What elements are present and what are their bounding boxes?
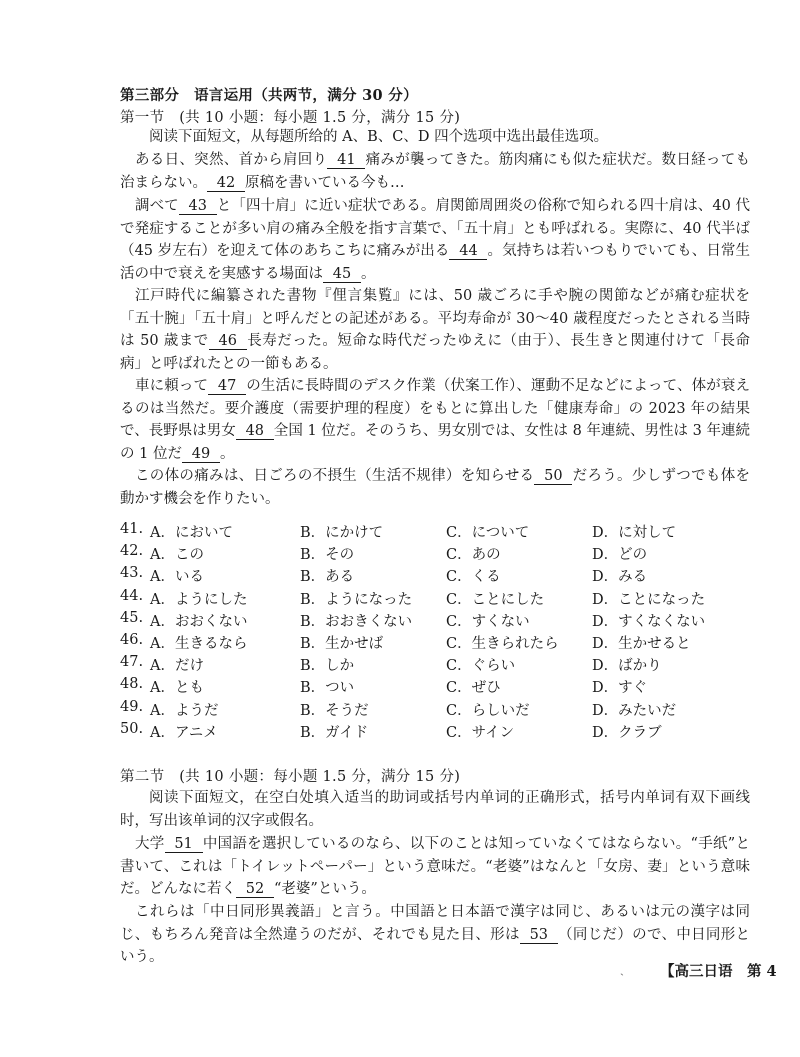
page-footer: 【高三日语 第 4: [660, 963, 777, 980]
blank-48: 48: [236, 423, 274, 440]
section1-instruction: 阅读下面短文，从每题所给的 A、B、C、D 四个选项中选出最佳选项。: [149, 129, 609, 145]
option-a[interactable]: A．とも: [150, 680, 204, 697]
blank-41: 41: [327, 152, 365, 169]
blank-49: 49: [182, 446, 220, 463]
option-row-48: [120, 676, 760, 698]
blank-43: 43: [179, 198, 217, 215]
option-c[interactable]: C．らしいだ: [446, 702, 530, 719]
question-number: 47.: [120, 654, 144, 671]
option-d[interactable]: D．クラブ: [592, 724, 662, 741]
option-d[interactable]: D．すぐ: [592, 680, 648, 697]
blank-44: 44: [449, 243, 487, 260]
option-a[interactable]: A．この: [150, 547, 204, 564]
option-a[interactable]: A．生きるなら: [150, 635, 248, 652]
option-row-42: [120, 543, 760, 565]
option-c[interactable]: C．すくない: [446, 613, 530, 630]
blank-47: 47: [208, 378, 246, 395]
option-d[interactable]: D．ばかり: [592, 658, 662, 675]
question-number: 42.: [120, 543, 144, 560]
option-a[interactable]: A．ようにした: [150, 591, 248, 608]
option-b[interactable]: B．そうだ: [300, 702, 369, 719]
option-d[interactable]: D．どの: [592, 547, 648, 564]
part-title: 第三部分 语言运用（共两节，满分 30 分）: [120, 87, 418, 104]
option-b[interactable]: B．にかけて: [300, 525, 384, 541]
option-a[interactable]: A．において: [150, 525, 233, 541]
option-c[interactable]: C．あの: [446, 547, 501, 564]
options-list: [120, 521, 760, 743]
option-b[interactable]: B．ある: [300, 569, 355, 586]
question-number: 48.: [120, 676, 144, 693]
blank-53: 53: [520, 927, 558, 944]
blank-42: 42: [207, 175, 245, 192]
option-row-46: [120, 632, 760, 654]
option-row-41: [120, 521, 760, 543]
option-b[interactable]: B．おおきくない: [300, 613, 413, 630]
passage1-paragraph-5: この体の痛みは、日ごろの不摂生（生活不规律）を知らせる 50 だろう。少しずつでも体を動かす機会を作りたい。: [120, 468, 750, 507]
option-b[interactable]: B．ようになった: [300, 591, 413, 608]
option-c[interactable]: C．ぜひ: [446, 680, 501, 697]
option-c[interactable]: C．サイン: [446, 724, 515, 741]
option-b[interactable]: B．その: [300, 547, 355, 564]
question-number: 46.: [120, 631, 144, 648]
option-c[interactable]: C．について: [446, 525, 530, 541]
option-row-43: [120, 565, 760, 587]
option-d[interactable]: D．生かせると: [592, 635, 691, 652]
option-c[interactable]: C．ぐらい: [446, 658, 516, 675]
passage1-paragraph-4: 車に頼って 47 の生活に長時間のデスク作業（伏案工作）、運動不足などによって、体が衰えるのは当然だ。要介護度（需要护理的程度）をもとに算出した「健康寿命」の 2023 年の結果で、長野県は男女 48 全国 1 位だ。そのうち、男女別では、女性は 8 年連続、男性は 3 年連続の 1 位だ 49 。: [120, 378, 750, 462]
blank-45: 45: [323, 266, 361, 283]
question-number: 50.: [120, 720, 144, 737]
passage2-paragraph-2: これらは「中日同形異義語」と言う。中国語と日本語で漢字は同じ、あるいは元の漢字は同じ、もちろん発音は全然違うのだが、それでも見た目、形は 53 （同じだ）ので、中日同形という。: [120, 904, 750, 966]
passage2-paragraph-1: 大学 51 中国語を選択しているのなら、以下のことは知っていなくてはならない。“手纸”と書いて、これは「トイレットペーパー」という意味だ。“老婆”はなんと「女房、妻」という意味だ。どんなに若く 52 “老婆”という。: [120, 836, 750, 898]
blank-50: 50: [534, 468, 572, 485]
question-number: 45.: [120, 609, 144, 626]
option-row-45: [120, 610, 760, 632]
option-c[interactable]: C．くる: [446, 569, 501, 586]
blank-52: 52: [236, 881, 274, 898]
blank-51: 51: [165, 836, 203, 853]
passage1-paragraph-2: 調べて 43 と「四十肩」に近い症状である。肩関節周囲炎の俗称で知られる四十肩は、40 代で発症することが多い肩の痛み全般を指す言葉で、「五十肩」とも呼ばれる。実際に、40 代半ば（45 岁左右）を迎えて体のあちこちに痛みが出る 44 。気持ちは若いつもりでいても、日常生活の中で衰えを実感する場面は 45 。: [120, 198, 751, 282]
section2-title: 第二节 (共 10 小题：每小题 1.5 分，满分 15 分): [120, 769, 461, 785]
question-number: 44.: [120, 587, 144, 604]
option-b[interactable]: B．しか: [300, 658, 355, 675]
passage1-paragraph-1: ある日、突然、首から肩回り 41 痛みが襲ってきた。筋肉痛にも似た症状だ。数日経っても治まらない。 42 原稿を書いている今も…: [120, 152, 751, 191]
option-c[interactable]: C．生きられたら: [446, 635, 559, 652]
blank-46: 46: [209, 333, 247, 350]
option-c[interactable]: C．ことにした: [446, 591, 545, 608]
question-number: 49.: [120, 698, 144, 715]
passage1-paragraph-3: 江戸時代に編纂された書物『俚言集覧』には、50 歳ごろに手や腕の関節などが痛む症状を「五十腕」「五十肩」と呼んだとの記述がある。平均寿命が 30～40 歳程度だったとされる当時は 50 歳まで 46 長寿だった。短命な時代だったゆえに（由于）、長生きと関連付けて「長命病」と呼ばれたとの一節もある。: [120, 288, 751, 372]
option-b[interactable]: B．ガイド: [300, 724, 369, 741]
option-row-49: [120, 699, 760, 721]
question-number: 41.: [120, 521, 144, 537]
scan-mark-icon: ˏ: [620, 962, 624, 976]
option-a[interactable]: A．ようだ: [150, 702, 219, 719]
option-row-47: [120, 654, 760, 676]
option-a[interactable]: A．だけ: [150, 658, 204, 675]
option-b[interactable]: B．生かせば: [300, 635, 384, 652]
option-d[interactable]: D．みたいだ: [592, 702, 677, 719]
option-row-44: [120, 588, 760, 610]
section1-title: 第一节 (共 10 小题：每小题 1.5 分，满分 15 分): [120, 110, 461, 126]
option-d[interactable]: D．に対して: [592, 525, 677, 541]
option-a[interactable]: A．おおくない: [150, 613, 248, 630]
question-number: 43.: [120, 565, 144, 582]
option-d[interactable]: D．みる: [592, 569, 648, 586]
option-d[interactable]: D．すくなくない: [592, 613, 706, 630]
option-a[interactable]: A．アニメ: [150, 724, 218, 741]
option-b[interactable]: B．つい: [300, 680, 355, 697]
section2-instruction: 阅读下面短文，在空白处填入适当的助词或括号内单词的正确形式，括号内单词有双下画线时，写出该单词的汉字或假名。: [120, 790, 750, 829]
option-a[interactable]: A．いる: [150, 569, 204, 586]
option-d[interactable]: D．ことになった: [592, 591, 706, 608]
option-row-50: [120, 721, 760, 743]
